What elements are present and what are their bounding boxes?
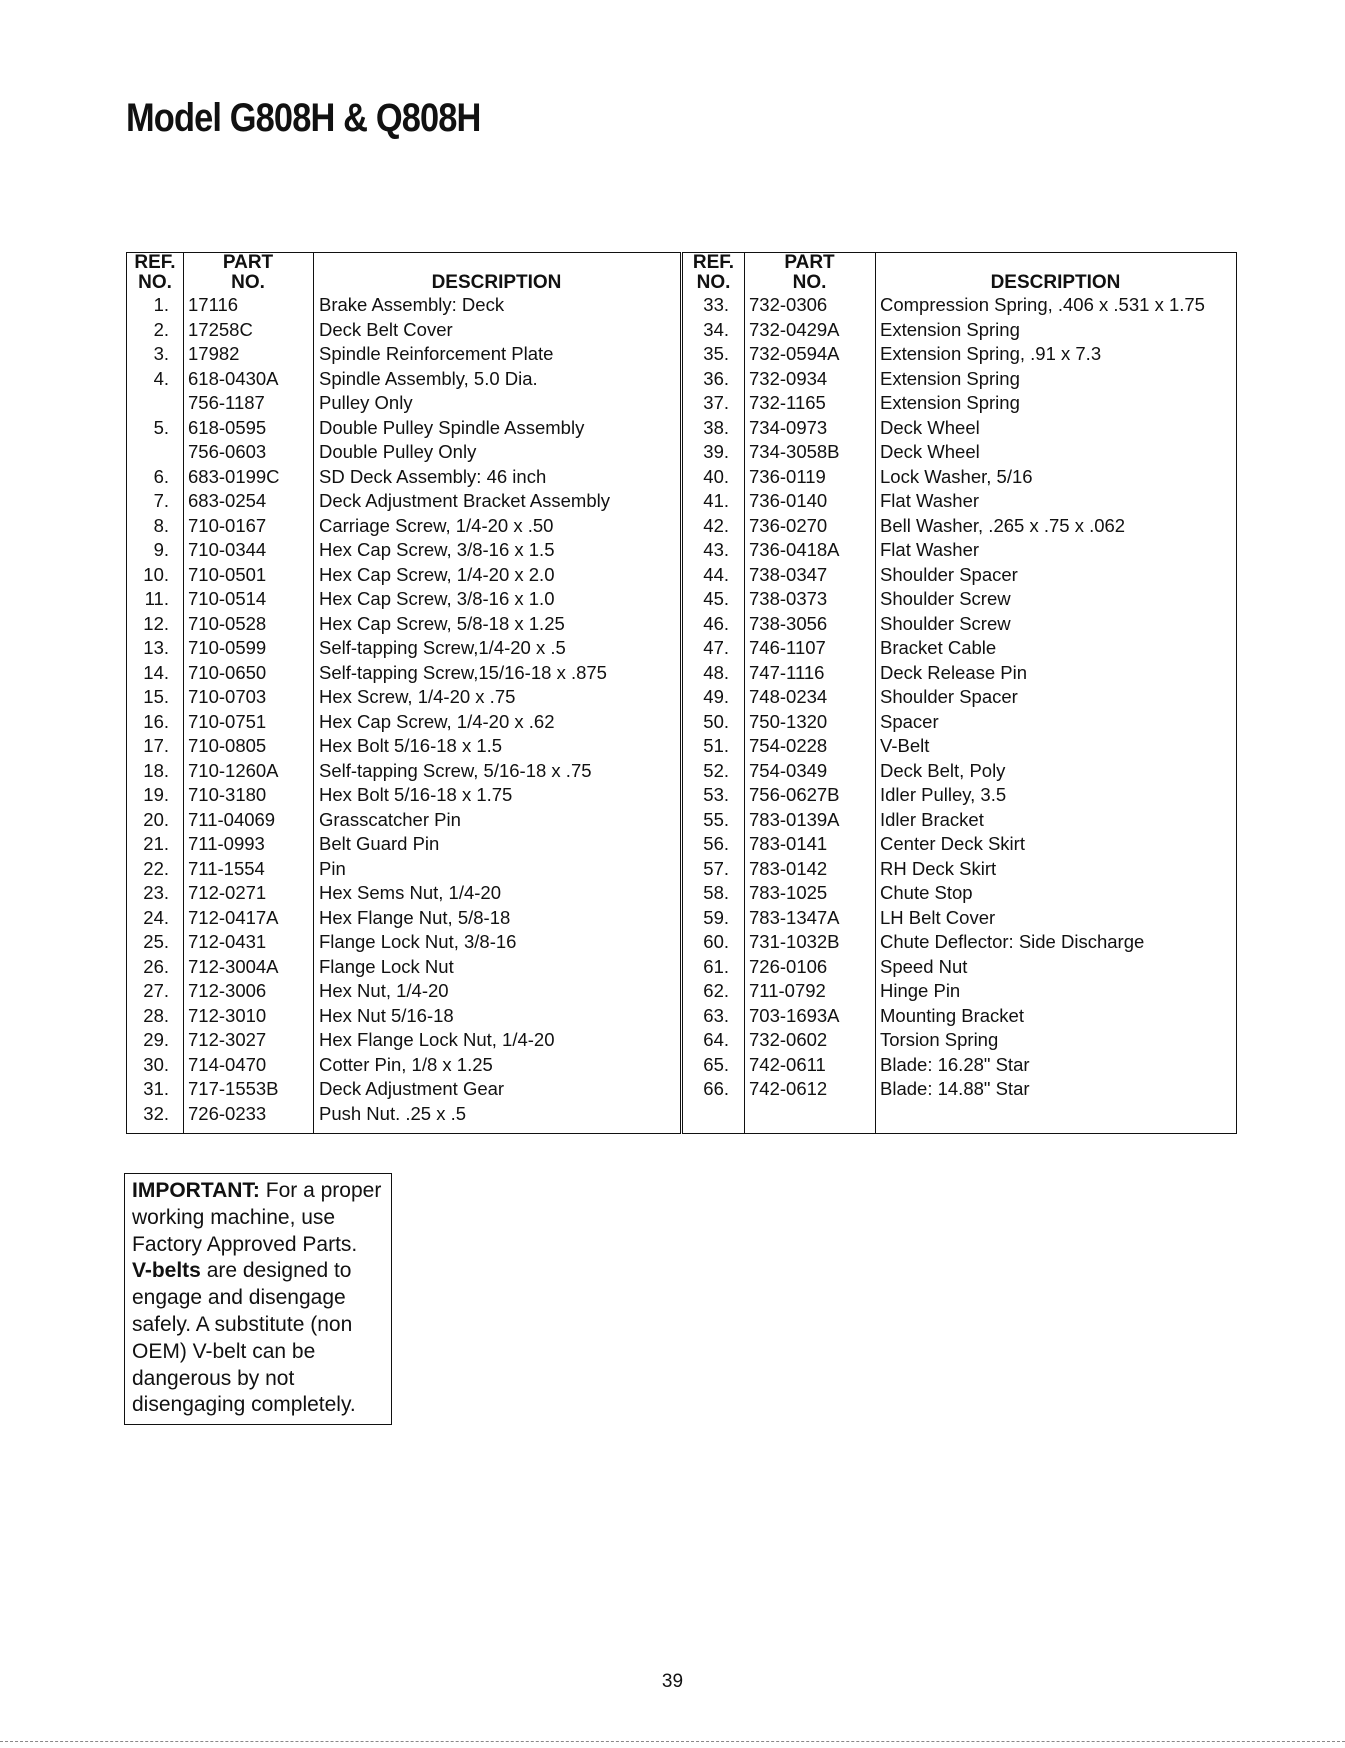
description-cell: Cotter Pin, 1/8 x 1.25 xyxy=(319,1053,493,1075)
table-row xyxy=(683,514,1236,539)
table-row xyxy=(683,955,1236,980)
ref-no-cell: 36. xyxy=(703,367,729,389)
ref-no-cell: 43. xyxy=(703,539,729,560)
ref-no-cell: 5. xyxy=(153,416,169,438)
ref-no-cell: 59. xyxy=(703,906,729,928)
header-ref-no: REF. NO. xyxy=(134,252,176,293)
ref-no-cell: 48. xyxy=(703,661,729,683)
table-row xyxy=(127,906,680,931)
part-no-cell: 710-0599 xyxy=(188,637,267,658)
important-notice xyxy=(124,1173,392,1425)
part-no-cell: 736-0270 xyxy=(749,514,828,536)
description-cell: Self-tapping Screw,15/16-18 x .875 xyxy=(319,661,607,683)
description-cell: Speed Nut xyxy=(880,955,968,977)
table-row xyxy=(127,465,680,490)
table-row xyxy=(683,465,1236,490)
part-no-cell: 731-1032B xyxy=(749,931,840,952)
table-row xyxy=(683,1077,1236,1102)
ref-no-cell: 57. xyxy=(703,857,729,879)
ref-no-cell: 34. xyxy=(703,318,729,340)
table-row xyxy=(127,1004,680,1029)
table-row xyxy=(127,930,680,955)
part-no-cell: 710-0501 xyxy=(188,563,267,585)
description-cell: Bracket Cable xyxy=(880,637,997,658)
ref-no-cell: 13. xyxy=(143,637,169,658)
table-row xyxy=(683,391,1236,416)
description-cell: Deck Release Pin xyxy=(880,661,1028,683)
notice-line: dangerous by not xyxy=(132,1366,295,1390)
ref-no-cell: 44. xyxy=(703,563,729,585)
description-cell: Hex Cap Screw, 3/8-16 x 1.0 xyxy=(319,588,555,609)
description-cell: Blade: 16.28" Star xyxy=(880,1053,1030,1075)
part-no-cell: 618-0430A xyxy=(188,367,279,389)
table-row xyxy=(127,710,680,735)
ref-no-cell: 40. xyxy=(703,465,729,487)
page-title: Model G808H & Q808H xyxy=(126,96,481,140)
ref-no-cell: 55. xyxy=(703,808,729,830)
table-row xyxy=(127,734,680,759)
part-no-cell: 747-1116 xyxy=(749,661,825,683)
table-row xyxy=(683,318,1236,343)
table-row xyxy=(683,906,1236,931)
table-row xyxy=(683,857,1236,882)
ref-no-cell: 12. xyxy=(143,612,169,634)
table-row xyxy=(683,685,1236,710)
ref-no-cell: 60. xyxy=(703,931,729,952)
table-row xyxy=(683,563,1236,588)
part-no-cell: 732-1165 xyxy=(749,392,826,413)
description-cell: Hex Bolt 5/16-18 x 1.75 xyxy=(319,784,513,805)
part-no-cell: 738-0347 xyxy=(749,563,828,585)
table-row xyxy=(127,685,680,710)
description-cell: Hex Nut, 1/4-20 xyxy=(319,980,449,1001)
description-cell: Hex Cap Screw, 5/8-18 x 1.25 xyxy=(319,612,565,634)
part-no-cell: 734-0973 xyxy=(749,416,828,438)
part-no-cell: 17116 xyxy=(188,294,239,315)
notice-line: engage and disengage xyxy=(132,1286,346,1310)
description-cell: Hex Flange Lock Nut, 1/4-20 xyxy=(319,1029,555,1050)
table-row xyxy=(683,783,1236,808)
ref-no-cell: 17. xyxy=(143,735,169,756)
table-row xyxy=(127,832,680,857)
table-row xyxy=(683,636,1236,661)
table-row xyxy=(127,808,680,833)
ref-no-cell: 47. xyxy=(703,637,729,658)
ref-no-cell: 65. xyxy=(703,1053,729,1075)
ref-no-cell: 4. xyxy=(153,367,169,389)
part-no-cell: 750-1320 xyxy=(749,710,828,732)
header-part-no: PART NO. xyxy=(784,252,835,293)
part-no-cell: 710-0514 xyxy=(188,588,267,609)
description-cell: Hex Cap Screw, 1/4-20 x .62 xyxy=(319,710,555,732)
table-row xyxy=(127,318,680,343)
ref-no-cell: 30. xyxy=(143,1053,169,1075)
ref-no-cell: 19. xyxy=(143,784,169,805)
ref-no-cell: 42. xyxy=(703,514,729,536)
table-row xyxy=(127,636,680,661)
table-row xyxy=(127,955,680,980)
description-cell: RH Deck Skirt xyxy=(880,857,997,879)
table-row xyxy=(683,759,1236,784)
part-no-cell: 711-0993 xyxy=(188,833,265,854)
description-cell: Hex Bolt 5/16-18 x 1.5 xyxy=(319,735,503,756)
part-no-cell: 717-1553B xyxy=(188,1078,279,1099)
part-no-cell: 703-1693A xyxy=(749,1004,840,1026)
description-cell: Hex Screw, 1/4-20 x .75 xyxy=(319,686,516,707)
part-no-cell: 754-0228 xyxy=(749,735,828,756)
part-no-cell: 736-0119 xyxy=(749,465,826,487)
part-no-cell: 17258C xyxy=(188,318,253,340)
table-row xyxy=(127,293,680,318)
part-no-cell: 732-0934 xyxy=(749,367,828,389)
part-no-cell: 783-1025 xyxy=(749,882,828,903)
part-no-cell: 17982 xyxy=(188,343,240,364)
table-row xyxy=(127,440,680,465)
table-row xyxy=(683,808,1236,833)
ref-no-cell: 46. xyxy=(703,612,729,634)
description-cell: Hex Nut 5/16-18 xyxy=(319,1004,454,1026)
description-cell: Compression Spring, .406 x .531 x 1.75 xyxy=(880,294,1205,315)
part-no-cell: 712-0271 xyxy=(188,882,267,903)
table-row xyxy=(127,1053,680,1078)
part-no-cell: 710-0344 xyxy=(188,539,267,560)
header-description: DESCRIPTION xyxy=(431,272,562,293)
page-number: 39 xyxy=(661,1671,684,1692)
part-no-cell: 748-0234 xyxy=(749,686,828,707)
description-cell: Self-tapping Screw,1/4-20 x .5 xyxy=(319,637,566,658)
part-no-cell: 738-3056 xyxy=(749,612,828,634)
part-no-cell: 683-0254 xyxy=(188,490,267,511)
description-cell: Grasscatcher Pin xyxy=(319,808,461,830)
table-row xyxy=(127,612,680,637)
description-cell: Blade: 14.88" Star xyxy=(880,1078,1030,1099)
description-cell: Self-tapping Screw, 5/16-18 x .75 xyxy=(319,759,592,781)
description-cell: Extension Spring, .91 x 7.3 xyxy=(880,343,1102,364)
ref-no-cell: 39. xyxy=(703,441,729,462)
table-row xyxy=(127,759,680,784)
ref-no-cell: 22. xyxy=(143,857,169,879)
notice-line: Factory Approved Parts. xyxy=(132,1232,358,1256)
part-no-cell: 714-0470 xyxy=(188,1053,267,1075)
table-row xyxy=(127,857,680,882)
part-no-cell: 710-1260A xyxy=(188,759,279,781)
ref-no-cell: 45. xyxy=(703,588,729,609)
table-row xyxy=(127,1077,680,1102)
table-row xyxy=(127,1102,680,1127)
description-cell: Deck Adjustment Bracket Assembly xyxy=(319,490,610,511)
description-cell: Shoulder Screw xyxy=(880,588,1011,609)
part-no-cell: 711-0792 xyxy=(749,980,826,1001)
part-no-cell: 711-04069 xyxy=(188,808,276,830)
part-no-cell: 746-1107 xyxy=(749,637,826,658)
description-cell: Deck Adjustment Gear xyxy=(319,1078,505,1099)
description-cell: Hex Cap Screw, 3/8-16 x 1.5 xyxy=(319,539,555,560)
ref-no-cell: 31. xyxy=(143,1078,169,1099)
description-cell: Carriage Screw, 1/4-20 x .50 xyxy=(319,514,554,536)
parts-table-left xyxy=(126,252,681,1134)
description-cell: Spacer xyxy=(880,710,939,732)
description-cell: Chute Stop xyxy=(880,882,973,903)
description-cell: Push Nut. .25 x .5 xyxy=(319,1102,467,1124)
part-no-cell: 618-0595 xyxy=(188,416,267,438)
description-cell: Pin xyxy=(319,857,346,879)
description-cell: Center Deck Skirt xyxy=(880,833,1025,854)
notice-line: IMPORTANT: For a proper xyxy=(132,1179,382,1202)
notice-line: safely. A substitute (non xyxy=(132,1312,353,1336)
description-cell: Pulley Only xyxy=(319,392,413,413)
part-no-cell: 742-0612 xyxy=(749,1078,828,1099)
ref-no-cell: 2. xyxy=(153,318,169,340)
description-cell: SD Deck Assembly: 46 inch xyxy=(319,465,547,487)
part-no-cell: 736-0418A xyxy=(749,539,840,560)
notice-line: V-belts are designed to xyxy=(132,1259,352,1283)
ref-no-cell: 1. xyxy=(153,294,169,315)
description-cell: Flat Washer xyxy=(880,539,980,560)
description-cell: Shoulder Spacer xyxy=(880,686,1018,707)
part-no-cell: 726-0233 xyxy=(188,1102,267,1124)
table-row xyxy=(683,538,1236,563)
ref-no-cell: 25. xyxy=(143,931,169,952)
part-no-cell: 683-0199C xyxy=(188,465,280,487)
ref-no-cell: 66. xyxy=(703,1078,729,1099)
header-description: DESCRIPTION xyxy=(990,272,1121,293)
ref-no-cell: 18. xyxy=(143,759,169,781)
description-cell: Flange Lock Nut xyxy=(319,955,454,977)
table-row xyxy=(683,1004,1236,1029)
parts-table-right xyxy=(682,252,1237,1134)
description-cell: Deck Wheel xyxy=(880,441,980,462)
table-row xyxy=(683,930,1236,955)
part-no-cell: 783-0141 xyxy=(749,833,828,854)
ref-no-cell: 63. xyxy=(703,1004,729,1026)
part-no-cell: 710-0650 xyxy=(188,661,267,683)
description-cell: Extension Spring xyxy=(880,318,1020,340)
table-row xyxy=(127,979,680,1004)
description-cell: Shoulder Spacer xyxy=(880,563,1018,585)
part-no-cell: 783-1347A xyxy=(749,906,840,928)
table-row xyxy=(683,832,1236,857)
ref-no-cell: 61. xyxy=(703,955,729,977)
part-no-cell: 726-0106 xyxy=(749,955,828,977)
description-cell: Spindle Assembly, 5.0 Dia. xyxy=(319,367,538,389)
ref-no-cell: 29. xyxy=(143,1029,169,1050)
description-cell: Idler Pulley, 3.5 xyxy=(880,784,1007,805)
ref-no-cell: 8. xyxy=(153,514,169,536)
table-row xyxy=(683,587,1236,612)
part-no-cell: 732-0429A xyxy=(749,318,840,340)
ref-no-cell: 28. xyxy=(143,1004,169,1026)
description-cell: Bell Washer, .265 x .75 x .062 xyxy=(880,514,1126,536)
notice-line: working machine, use xyxy=(132,1205,336,1229)
description-cell: Extension Spring xyxy=(880,392,1020,413)
ref-no-cell: 37. xyxy=(703,392,729,413)
ref-no-cell: 38. xyxy=(703,416,729,438)
description-cell: Hinge Pin xyxy=(880,980,961,1001)
description-cell: Deck Belt, Poly xyxy=(880,759,1006,781)
important-label: IMPORTANT: xyxy=(132,1179,260,1202)
part-no-cell: 734-3058B xyxy=(749,441,840,462)
part-no-cell: 783-0139A xyxy=(749,808,840,830)
part-no-cell: 742-0611 xyxy=(749,1053,826,1075)
ref-no-cell: 62. xyxy=(703,980,729,1001)
ref-no-cell: 49. xyxy=(703,686,729,707)
description-cell: Flange Lock Nut, 3/8-16 xyxy=(319,931,517,952)
ref-no-cell: 3. xyxy=(153,343,169,364)
ref-no-cell: 50. xyxy=(703,710,729,732)
description-cell: Mounting Bracket xyxy=(880,1004,1024,1026)
part-no-cell: 736-0140 xyxy=(749,490,828,511)
ref-no-cell: 7. xyxy=(153,490,169,511)
description-cell: Idler Bracket xyxy=(880,808,984,830)
table-row xyxy=(683,710,1236,735)
header-part-no: PART NO. xyxy=(222,252,274,293)
part-no-cell: 710-0167 xyxy=(188,514,267,536)
description-cell: Belt Guard Pin xyxy=(319,833,440,854)
description-cell: Hex Cap Screw, 1/4-20 x 2.0 xyxy=(319,563,555,585)
ref-no-cell: 9. xyxy=(153,539,169,560)
part-no-cell: 710-0703 xyxy=(188,686,267,707)
table-row xyxy=(683,734,1236,759)
table-row xyxy=(127,514,680,539)
part-no-cell: 710-0528 xyxy=(188,612,267,634)
ref-no-cell: 64. xyxy=(703,1029,729,1050)
ref-no-cell: 53. xyxy=(703,784,729,805)
ref-no-cell: 51. xyxy=(703,735,729,756)
ref-no-cell: 52. xyxy=(703,759,729,781)
part-no-cell: 732-0594A xyxy=(749,343,840,364)
part-no-cell: 738-0373 xyxy=(749,588,828,609)
table-row xyxy=(127,587,680,612)
part-no-cell: 756-0627B xyxy=(749,784,840,805)
table-row xyxy=(127,367,680,392)
part-no-cell: 712-3010 xyxy=(188,1004,267,1026)
part-no-cell: 712-3006 xyxy=(188,980,267,1001)
table-row xyxy=(127,1028,680,1053)
table-row xyxy=(127,563,680,588)
description-cell: LH Belt Cover xyxy=(880,906,996,928)
ref-no-cell: 21. xyxy=(143,833,169,854)
ref-no-cell: 14. xyxy=(143,661,169,683)
ref-no-cell: 6. xyxy=(153,465,169,487)
description-cell: Extension Spring xyxy=(880,367,1020,389)
ref-no-cell: 16. xyxy=(143,710,169,732)
table-row xyxy=(127,661,680,686)
bottom-rule xyxy=(0,1741,1345,1742)
ref-no-cell: 23. xyxy=(143,882,169,903)
part-no-cell: 712-0417A xyxy=(188,906,279,928)
ref-no-cell: 20. xyxy=(143,808,169,830)
table-row xyxy=(683,367,1236,392)
ref-no-cell: 27. xyxy=(143,980,169,1001)
description-cell: V-Belt xyxy=(880,735,930,756)
ref-no-cell: 41. xyxy=(703,490,729,511)
table-row xyxy=(127,391,680,416)
description-cell: Double Pulley Only xyxy=(319,441,477,462)
part-no-cell: 712-3004A xyxy=(188,955,279,977)
table-row xyxy=(683,416,1236,441)
ref-no-cell: 11. xyxy=(144,588,169,609)
ref-no-cell: 32. xyxy=(143,1102,169,1124)
table-row xyxy=(683,612,1236,637)
part-no-cell: 783-0142 xyxy=(749,857,828,879)
table-row xyxy=(683,979,1236,1004)
part-no-cell: 732-0306 xyxy=(749,294,828,315)
description-cell: Chute Deflector: Side Discharge xyxy=(880,931,1145,952)
table-row xyxy=(683,489,1236,514)
table-row xyxy=(683,1053,1236,1078)
table-row xyxy=(127,783,680,808)
ref-no-cell: 15. xyxy=(143,686,169,707)
ref-no-cell: 56. xyxy=(703,833,729,854)
description-cell: Brake Assembly: Deck xyxy=(319,294,505,315)
table-row xyxy=(683,881,1236,906)
description-cell: Flat Washer xyxy=(880,490,980,511)
notice-line: disengaging completely. xyxy=(132,1393,356,1417)
part-no-cell: 710-0805 xyxy=(188,735,267,756)
description-cell: Shoulder Screw xyxy=(880,612,1011,634)
description-cell: Deck Wheel xyxy=(880,416,980,438)
header-ref-no: REF. NO. xyxy=(692,252,735,293)
table-row xyxy=(683,342,1236,367)
ref-no-cell: 10. xyxy=(143,563,169,585)
ref-no-cell: 26. xyxy=(143,955,169,977)
table-row xyxy=(127,538,680,563)
table-row xyxy=(683,440,1236,465)
notice-line: OEM) V-belt can be xyxy=(132,1339,316,1363)
description-cell: Hex Sems Nut, 1/4-20 xyxy=(319,882,501,903)
table-row xyxy=(127,489,680,514)
ref-no-cell: 33. xyxy=(703,294,729,315)
description-cell: Lock Washer, 5/16 xyxy=(880,465,1033,487)
table-row xyxy=(127,342,680,367)
ref-no-cell: 58. xyxy=(703,882,729,903)
table-row xyxy=(683,661,1236,686)
ref-no-cell: 35. xyxy=(703,343,729,364)
table-row xyxy=(683,293,1236,318)
part-no-cell: 711-1554 xyxy=(188,857,265,879)
description-cell: Hex Flange Nut, 5/8-18 xyxy=(319,906,511,928)
vbelts-label: V-belts xyxy=(132,1259,201,1283)
table-row xyxy=(127,881,680,906)
part-no-cell: 732-0602 xyxy=(749,1029,828,1050)
part-no-cell: 710-3180 xyxy=(188,784,267,805)
part-no-cell: 754-0349 xyxy=(749,759,828,781)
table-row xyxy=(683,1028,1236,1053)
ref-no-cell: 24. xyxy=(143,906,169,928)
part-no-cell: 756-1187 xyxy=(188,392,265,413)
part-no-cell: 756-0603 xyxy=(188,441,267,462)
table-row xyxy=(127,416,680,441)
description-cell: Spindle Reinforcement Plate xyxy=(319,343,554,364)
description-cell: Deck Belt Cover xyxy=(319,318,453,340)
part-no-cell: 712-3027 xyxy=(188,1029,267,1050)
part-no-cell: 710-0751 xyxy=(188,710,267,732)
description-cell: Double Pulley Spindle Assembly xyxy=(319,416,585,438)
part-no-cell: 712-0431 xyxy=(188,931,267,952)
description-cell: Torsion Spring xyxy=(880,1029,999,1050)
